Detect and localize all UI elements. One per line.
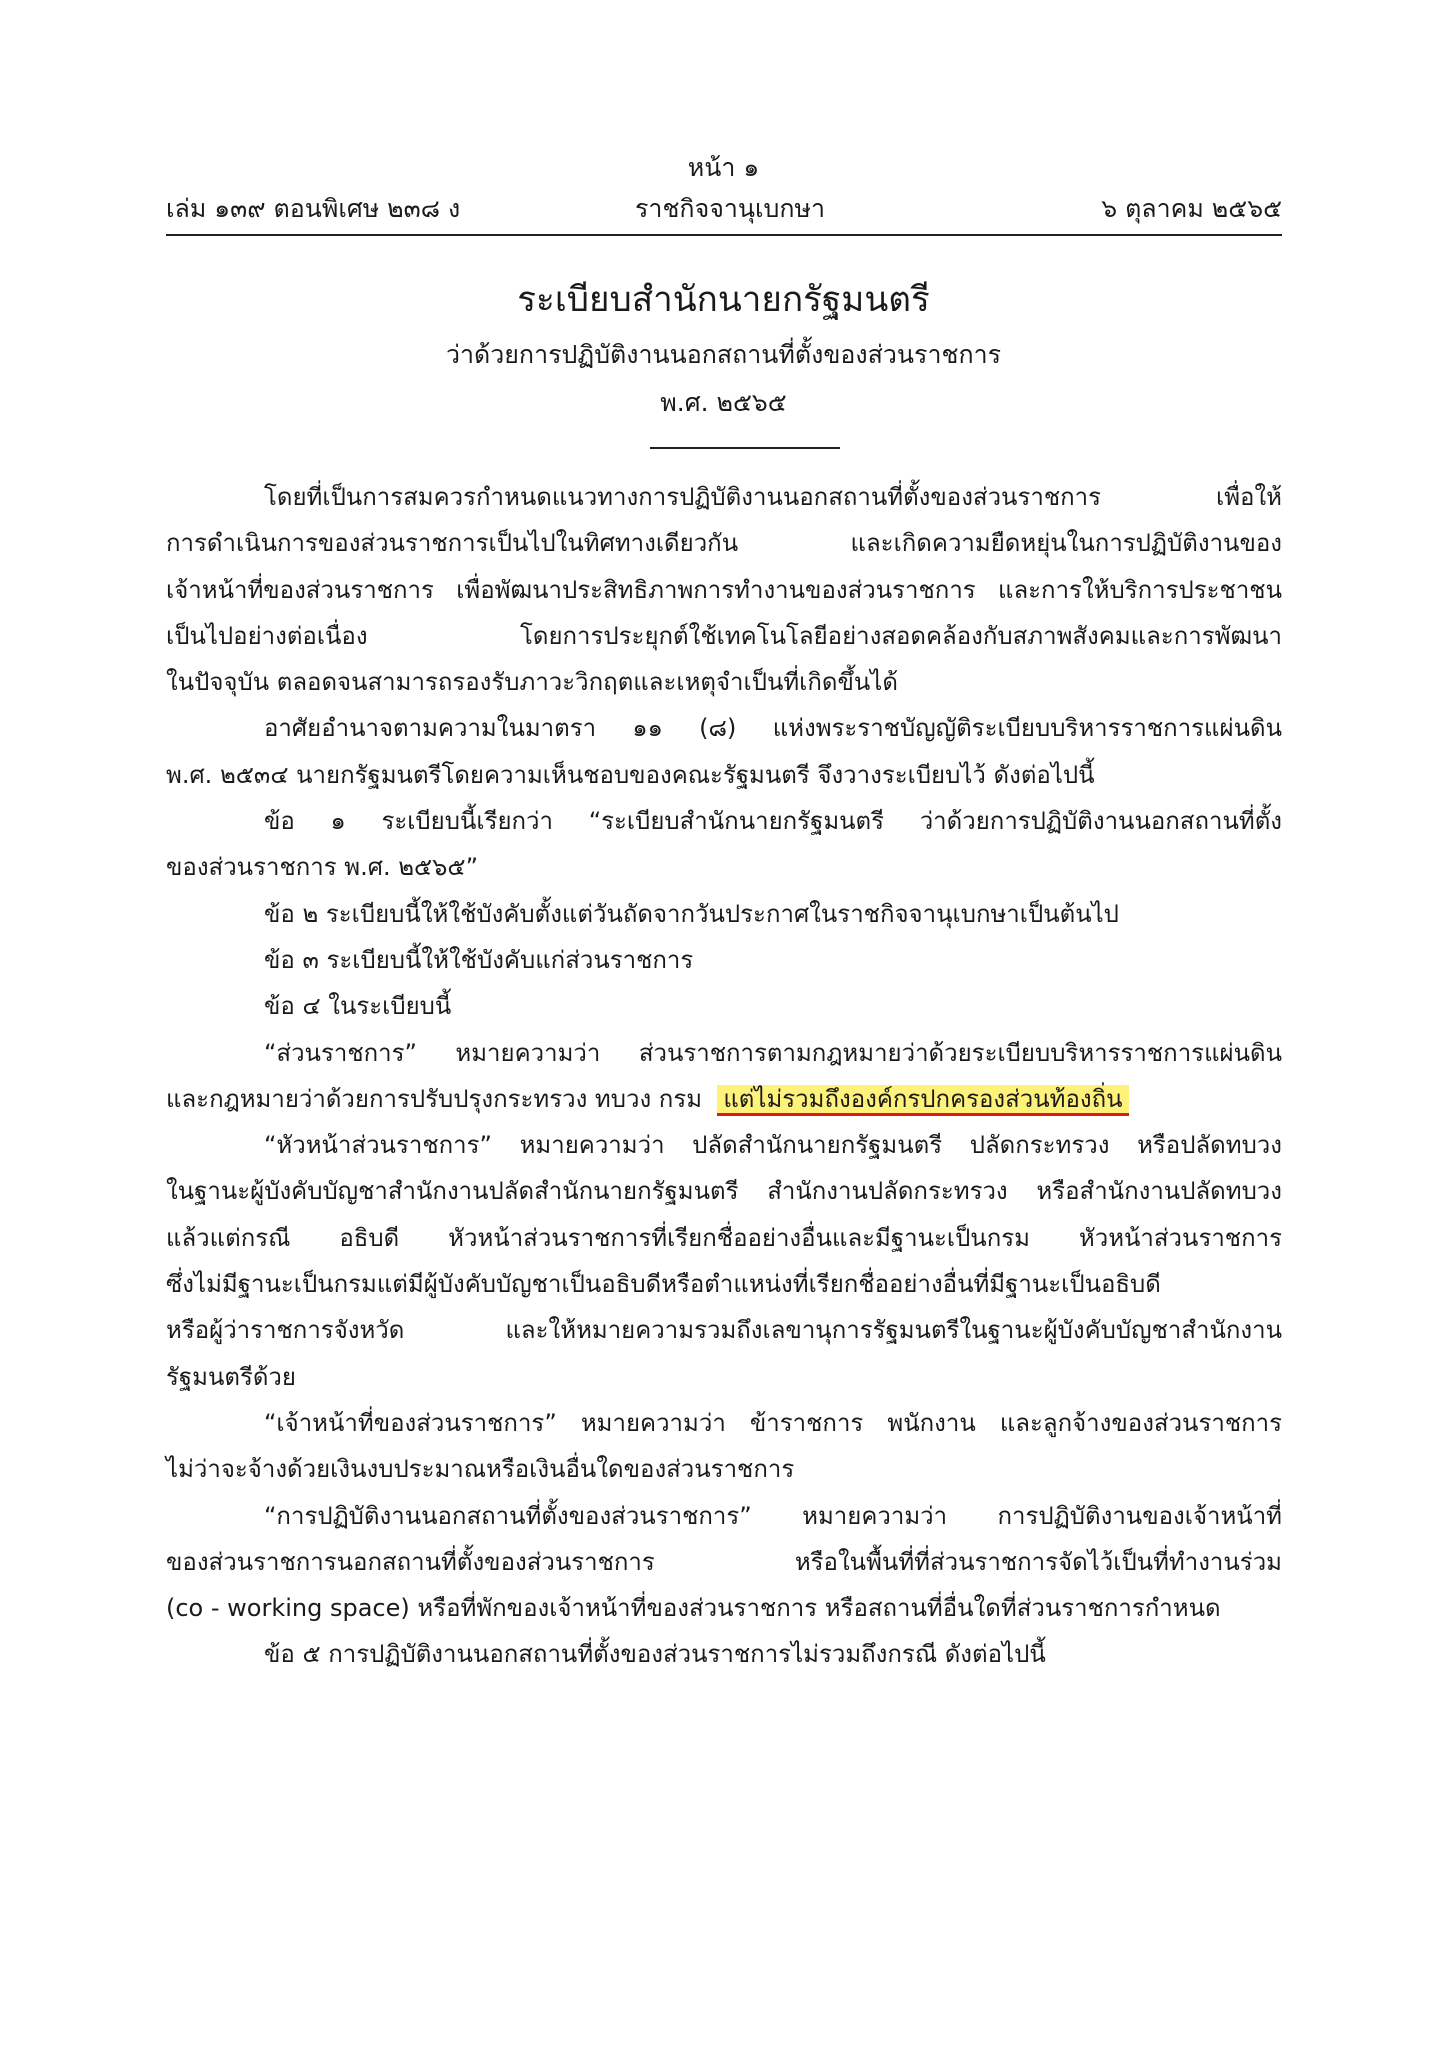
body-line xyxy=(166,1076,1282,1122)
body-line: ซึ่งไม่มีฐานะเป็นกรมแต่มีผู้บังคับบัญชาเป็นอธิบดีหรือตำแหน่งที่เรียกชื่ออย่างอื่นที่มีฐานะเป็นอธิบดี xyxy=(166,1270,1161,1299)
page-number: หน้า ๑ xyxy=(687,153,760,182)
body-line: ในฐานะผู้บังคับบัญชาสำนักงานปลัดสำนักนายกรัฐมนตรี สำนักงานปลัดกระทรวง หรือสำนักงานปลัดทบวง xyxy=(166,1177,1282,1206)
body-line: เจ้าหน้าที่ของส่วนราชการ เพื่อพัฒนาประสิทธิภาพการทำงานของส่วนราชการ และการให้บริการประชาชน xyxy=(166,575,1282,604)
definition-officials: “เจ้าหน้าที่ของส่วนราชการ” หมายความว่า ข้าราชการ พนักงาน และลูกจ้างของส่วนราชการ xyxy=(264,1408,1282,1437)
gazette-name: ราชกิจจานุเบกษา xyxy=(635,194,826,223)
body-line: ไม่ว่าจะจ้างด้วยเงินงบประมาณหรือเงินอื่นใดของส่วนราชการ xyxy=(166,1455,795,1484)
body-line: ของส่วนราชการนอกสถานที่ตั้งของส่วนราชการ หรือในพื้นที่ที่ส่วนราชการจัดไว้เป็นที่ทำงานร่วม xyxy=(166,1547,1282,1576)
body-line: พ.ศ. ๒๕๓๔ นายกรัฐมนตรีโดยความเห็นชอบของคณะรัฐมนตรี จึงวางระเบียบไว้ ดังต่อไปนี้ xyxy=(166,760,1095,789)
body-line: ของส่วนราชการ พ.ศ. ๒๕๖๕” xyxy=(166,853,479,882)
volume-info: เล่ม ๑๓๙ ตอนพิเศษ ๒๓๘ ง xyxy=(166,194,461,223)
definition-agency: “ส่วนราชการ” หมายความว่า ส่วนราชการตามกฎหมายว่าด้วยระเบียบบริหารราชการแผ่นดิน xyxy=(264,1038,1282,1067)
document-body xyxy=(166,474,1282,1678)
definition-agency-head: “หัวหน้าส่วนราชการ” หมายความว่า ปลัดสำนักนายกรัฐมนตรี ปลัดกระทรวง หรือปลัดทบวง xyxy=(264,1131,1282,1160)
definition-offsite-work: “การปฏิบัติงานนอกสถานที่ตั้งของส่วนราชการ” หมายความว่า การปฏิบัติงานของเจ้าหน้าที่ xyxy=(264,1501,1282,1530)
body-line: เป็นไปอย่างต่อเนื่อง โดยการประยุกต์ใช้เทคโนโลยีอย่างสอดคล้องกับสภาพสังคมและการพัฒนา xyxy=(166,621,1282,650)
title-rule xyxy=(650,447,840,449)
body-line: การดำเนินการของส่วนราชการเป็นไปในทิศทางเดียวกัน และเกิดความยืดหยุ่นในการปฏิบัติงานของ xyxy=(166,529,1282,558)
document-year: พ.ศ. ๒๕๖๕ xyxy=(660,388,787,417)
body-line-text: และกฎหมายว่าด้วยการปรับปรุงกระทรวง ทบวง กรม xyxy=(166,1084,703,1113)
body-line: โดยที่เป็นการสมควรกำหนดแนวทางการปฏิบัติงานนอกสถานที่ตั้งของส่วนราชการ เพื่อให้ xyxy=(264,483,1282,511)
document-subtitle: ว่าด้วยการปฏิบัติงานนอกสถานที่ตั้งของส่วนราชการ xyxy=(445,340,1002,369)
clause-2: ข้อ ๒ ระเบียบนี้ให้ใช้บังคับตั้งแต่วันถัดจากวันประกาศในราชกิจจานุเบกษาเป็นต้นไป xyxy=(264,899,1119,928)
clause-4: ข้อ ๔ ในระเบียบนี้ xyxy=(264,992,452,1021)
clause-3: ข้อ ๓ ระเบียบนี้ให้ใช้บังคับแก่ส่วนราชการ xyxy=(264,945,694,974)
highlighted-exclusion: แต่ไม่รวมถึงองค์กรปกครองส่วนท้องถิ่น xyxy=(717,1085,1128,1116)
body-line: รัฐมนตรีด้วย xyxy=(166,1362,296,1391)
publish-date: ๖ ตุลาคม ๒๕๖๕ xyxy=(1101,194,1282,223)
body-line: หรือผู้ว่าราชการจังหวัด และให้หมายความรวมถึงเลขานุการรัฐมนตรีในฐานะผู้บังคับบัญชาสำนักงาน xyxy=(166,1316,1282,1345)
body-line: อาศัยอำนาจตามความในมาตรา ๑๑ (๘) แห่งพระราชบัญญัติระเบียบบริหารราชการแผ่นดิน xyxy=(264,714,1282,743)
header-rule xyxy=(166,234,1282,236)
document-title: ระเบียบสำนักนายกรัฐมนตรี xyxy=(517,280,930,320)
clause-5: ข้อ ๕ การปฏิบัติงานนอกสถานที่ตั้งของส่วนราชการไม่รวมถึงกรณี ดังต่อไปนี้ xyxy=(264,1640,1046,1669)
body-line: แล้วแต่กรณี อธิบดี หัวหน้าส่วนราชการที่เรียกชื่ออย่างอื่นและมีฐานะเป็นกรม หัวหน้าส่วนราชการ xyxy=(166,1223,1282,1252)
clause-1: ข้อ ๑ ระเบียบนี้เรียกว่า “ระเบียบสำนักนายกรัฐมนตรี ว่าด้วยการปฏิบัติงานนอกสถานที่ตั้ง xyxy=(264,807,1282,836)
body-line: (co - working space) หรือที่พักของเจ้าหน้าที่ของส่วนราชการ หรือสถานที่อื่นใดที่ส่วนราชการกำหนด xyxy=(166,1594,1221,1623)
body-line: ในปัจจุบัน ตลอดจนสามารถรองรับภาวะวิกฤตและเหตุจำเป็นที่เกิดขึ้นได้ xyxy=(166,668,898,697)
gazette-header xyxy=(166,191,1282,229)
